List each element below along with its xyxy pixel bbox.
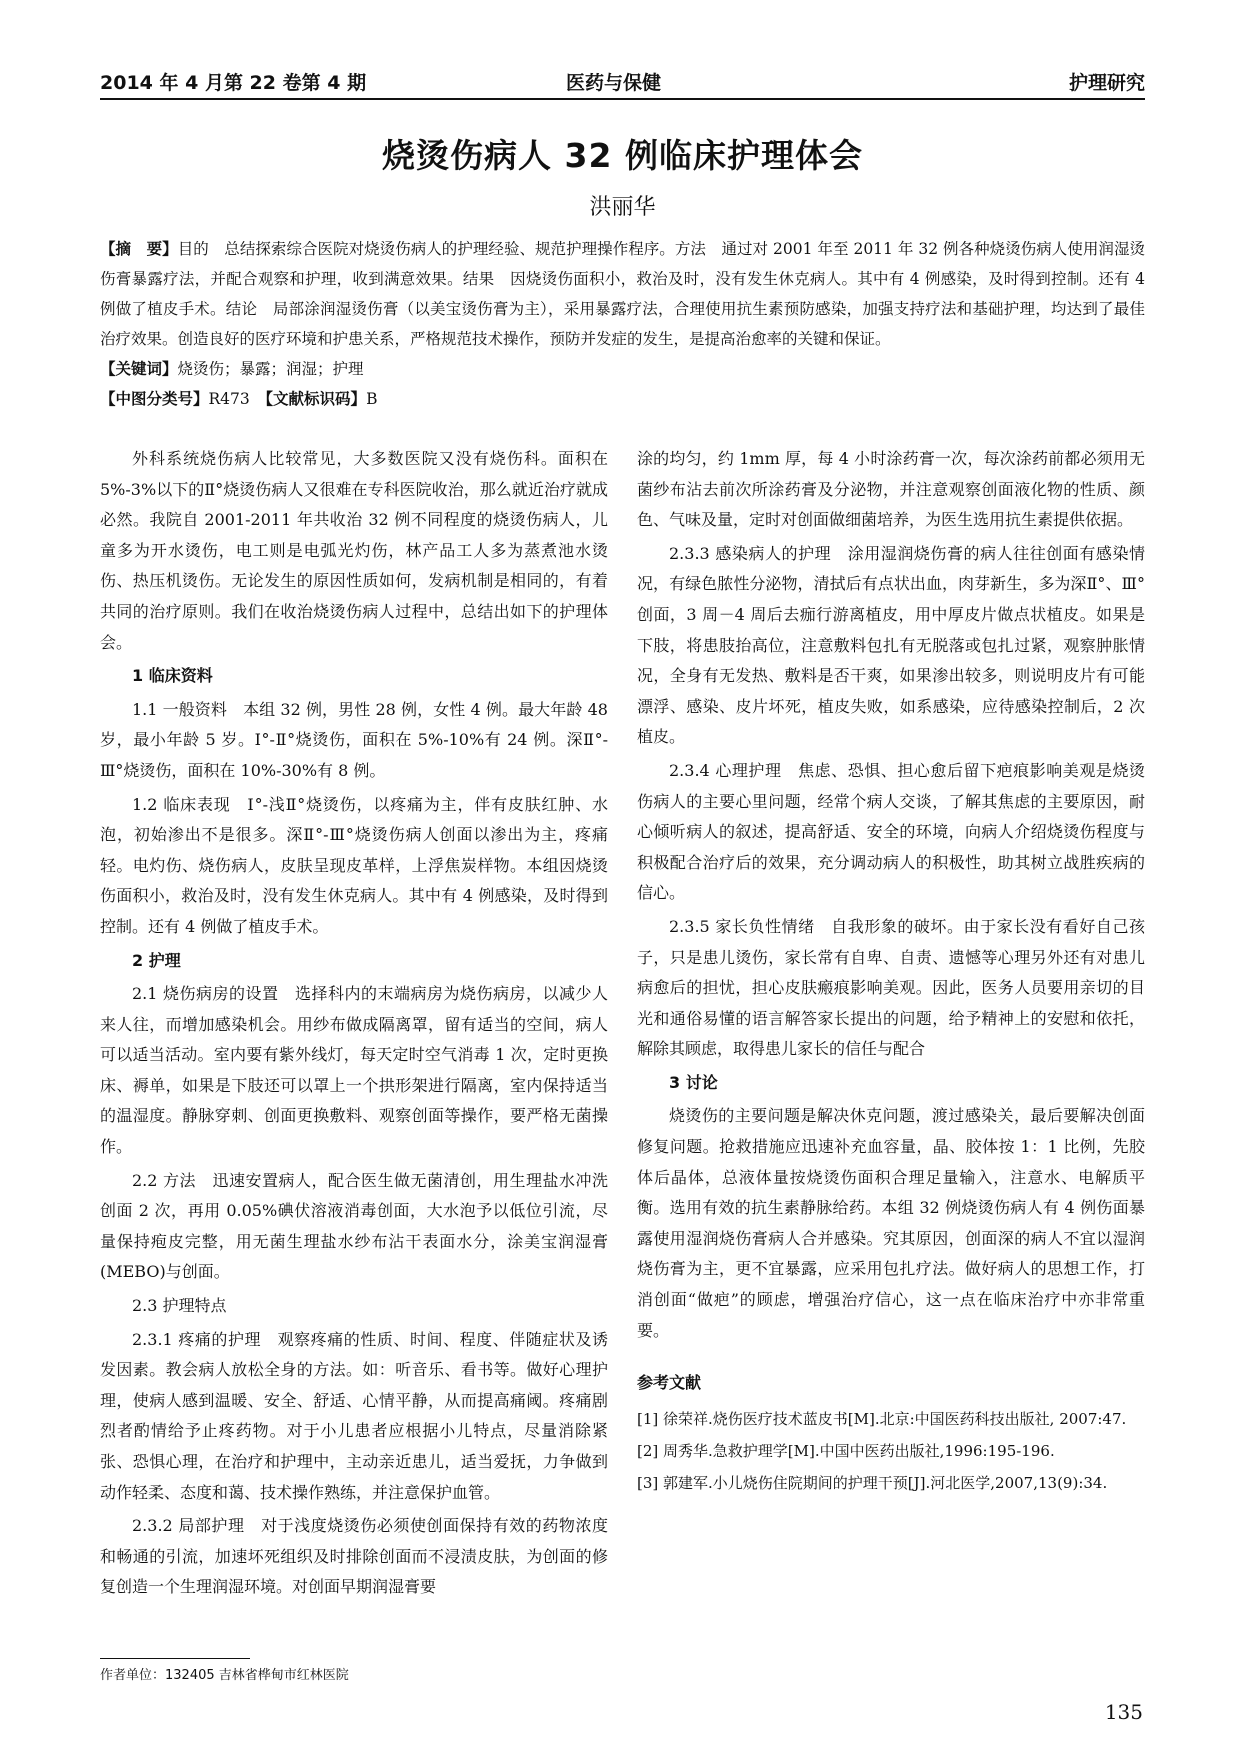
article-author: 洪丽华 — [589, 195, 656, 220]
body-paragraph: 2.3.4 心理护理 焦虑、恐惧、担心愈后留下疤痕影响美观是烧烫伤病人的主要心里问题，经常个病人交谈，了解其焦虑的主要原因，耐心倾听病人的叙述，提高舒适、安全的环境，向病人介绍烧烫伤程度与积极配合治疗后的效果，充分调动病人的积极性，助其树立战胜疾病的信心。 — [637, 760, 1145, 903]
classification-line — [100, 384, 1145, 414]
section-heading: 2 护理 — [132, 950, 181, 970]
section-name: 护理研究 — [1068, 72, 1145, 94]
article-title: 烧烫伤病人 32 例临床护理体会 — [382, 136, 863, 175]
reference-item: [2] 周秀华.急救护理学[M].中国中医药出版社,1996:195-196. — [637, 1441, 1055, 1460]
header-rule — [100, 98, 1145, 100]
body-paragraph: 2.3.3 感染病人的护理 涂用湿润烧伤膏的病人往往创面有感染情况，有绿色脓性分泌物，清拭后有点状出血，肉芽新生，多为深Ⅱ°、Ⅲ°创面，3 周－4 周后去痂行游离植皮，用中厚皮片做点状植皮。如果是下肢，将患肢抬高位，注意敷料包扎有无脱落或包扎过紧，观察肿胀情况，全身有无发热、敷料是否干爽，如果渗出较多，则说明皮片有可能漂浮、感染、皮片坏死，植皮失败，如系感染，应待感染控制后，2 次植皮。 — [637, 543, 1145, 747]
keywords-text: 烧烫伤；暴露；润湿；护理 — [177, 360, 364, 378]
abstract-label: 【摘 要】 — [100, 240, 178, 258]
body-paragraph: 1.1 一般资料 本组 32 例，男性 28 例，女性 4 例。最大年龄 48 岁，最小年龄 5 岁。Ⅰ°-Ⅱ°烧烫伤，面积在 5%-10%有 24 例。深Ⅱ°-Ⅲ°烧烫伤，面积在 10%-30%有 8 例。 — [100, 699, 608, 780]
body-paragraph: 1.2 临床表现 Ⅰ°-浅Ⅱ°烧烫伤，以疼痛为主，伴有皮肤红肿、水泡，初始渗出不是很多。深Ⅱ°-Ⅲ°烧烫伤病人创面以渗出为主，疼痛轻。电灼伤、烧伤病人，皮肤呈现皮革样，上浮焦炭样物。本组因烧烫伤面积小，救治及时，没有发生休克病人。其中有 4 例感染，及时得到控制。还有 4 例做了植皮手术。 — [100, 794, 608, 936]
section-heading: 3 讨论 — [669, 1072, 718, 1092]
references-title: 参考文献 — [637, 1373, 702, 1393]
keywords-label: 【关键词】 — [100, 360, 178, 378]
page-number: 135 — [1104, 1700, 1143, 1724]
body-paragraph: 2.1 烧伤病房的设置 选择科内的末端病房为烧伤病房，以减少人来人往，而增加感染机会。用纱布做成隔离罩，留有适当的空间，病人可以适当活动。室内要有紫外线灯，每天定时空气消毒 1 次，定时更换床、褥单，如果是下肢还可以罩上一个拱形架进行隔离，室内保持适当的温湿度。静脉穿刺、创面更换敷料、观察创面等操作，要严格无菌操作。 — [100, 984, 608, 1157]
abstract-block — [100, 234, 1145, 414]
abstract-text: 目的 总结探索综合医院对烧烫伤病人的护理经验、规范护理操作程序。方法 通过对 2001 年至 2011 年 32 例各种烧烫伤病人使用润湿烫伤膏暴露疗法，并配合观察和护理，收到满意效果。结果 因烧烫伤面积小，救治及时，没有发生休克病人。其中有 4 例感染，及时得到控制。还有 4 例做了植皮手术。结论 局部涂润湿烫伤膏（以美宝烫伤膏为主），采用暴露疗法，合理使用抗生素预防感染，加强支持疗法和基础护理，均达到了最佳治疗效果。创造良好的医疗环境和护患关系，严格规范技术操作，预防并发症的发生，是提高治愈率的关键和保证。 — [100, 240, 1145, 348]
body-paragraph: 外科系统烧伤病人比较常见，大多数医院又没有烧伤科。面积在 5%-3%以下的Ⅱ°烧烫伤病人又很难在专科医院收治，那么就近治疗就成必然。我院自 2001-2011 年共收治 32 例不同程度的烧烫伤病人，儿童多为开水烫伤，电工则是电弧光灼伤，林产品工人多为蒸煮池水烫伤、热压机烫伤。无论发生的原因性质如何，发病机制是相同的，有着共同的治疗原则。我们在收治烧烫伤病人过程中，总结出如下的护理体会。 — [100, 449, 608, 652]
section-heading: 1 临床资料 — [132, 666, 213, 686]
reference-item: [1] 徐荣祥.烧伤医疗技术蓝皮书[M].北京:中国医药科技出版社, 2007:47. — [637, 1409, 1127, 1428]
doc-code-label: 【文献标识码】 — [265, 390, 367, 408]
author-affiliation: 作者单位：132405 吉林省桦甸市红林医院 — [100, 1668, 349, 1683]
right-column — [637, 444, 1145, 1501]
body-paragraph: 2.3.2 局部护理 对于浅度烧烫伤必须使创面保持有效的药物浓度和畅通的引流，加速坏死组织及时排除创面而不浸渍皮肤，为创面的修复创造一个生理润湿环境。对创面早期润湿膏要 — [100, 1516, 608, 1597]
left-column — [100, 444, 608, 1606]
keywords-line — [100, 354, 1145, 384]
body-paragraph: 2.2 方法 迅速安置病人，配合医生做无菌清创，用生理盐水冲洗创面 2 次，再用 0.05%碘伏溶液消毒创面，大水泡予以低位引流，尽量保持疱皮完整，用无菌生理盐水纱布沾干表面水分，涂美宝润湿膏(MEBO)与创面。 — [100, 1170, 608, 1282]
doc-code-value: B — [366, 390, 378, 408]
journal-name: 医药与保健 — [566, 72, 662, 94]
body-paragraph: 涂的均匀，约 1mm 厚，每 4 小时涂药膏一次，每次涂药前都必须用无菌纱布沾去前次所涂药膏及分泌物，并注意观察创面液化物的性质、颜色、气味及量，定时对创面做细菌培养，为医生选用抗生素提供依据。 — [637, 449, 1145, 530]
reference-item: [3] 郭建军.小儿烧伤住院期间的护理干预[J].河北医学,2007,13(9):34. — [637, 1473, 1108, 1492]
footnote-rule — [100, 1658, 250, 1659]
journal-issue: 2014 年 4 月第 22 卷第 4 期 — [100, 72, 367, 94]
running-header — [100, 62, 1145, 98]
body-paragraph: 烧烫伤的主要问题是解决休克问题，渡过感染关，最后要解决创面修复问题。抢救措施应迅速补充血容量，晶、胶体按 1：1 比例，先胶体后晶体，总液体量按烧烫伤面积合理足量输入，注意水、电解质平衡。选用有效的抗生素静脉给药。本组 32 例烧烫伤病人有 4 例伤面暴露使用湿润烧伤膏病人合并感染。究其原因，创面深的病人不宜以湿润烧伤膏为主，更不宜暴露，应采用包扎疗法。做好病人的思想工作，打消创面“做疤”的顾虑，增强治疗信心，这一点在临床治疗中亦非常重要。 — [637, 1106, 1145, 1340]
body-paragraph: 2.3.5 家长负性情绪 自我形象的破坏。由于家长没有看好自己孩子，只是患儿烫伤，家长常有自卑、自责、遗憾等心理另外还有对患儿病愈后的担忧，担心皮肤瘢痕影响美观。因此，医务人员要用亲切的目光和通俗易懂的语言解答家长提出的问题，给予精神上的安慰和依托，解除其顾虑，取得患儿家长的信任与配合 — [637, 916, 1145, 1059]
body-paragraph: 2.3 护理特点 — [132, 1296, 227, 1316]
class-value: R473 — [208, 390, 250, 408]
body-paragraph: 2.3.1 疼痛的护理 观察疼痛的性质、时间、程度、伴随症状及诱发因素。教会病人放松全身的方法。如：听音乐、看书等。做好心理护理，使病人感到温暖、安全、舒适、心情平静，从而提高痛阈。疼痛剧烈者酌情给予止疼药物。对于小儿患者应根据小儿特点，尽量消除紧张、恐惧心理，在治疗和护理中，主动亲近患儿，适当爱抚，力争做到动作轻柔、态度和蔼、技术操作熟练，并注意保护血管。 — [100, 1329, 608, 1502]
abstract-paragraph — [100, 234, 1145, 354]
class-label: 【中图分类号】 — [100, 390, 209, 408]
